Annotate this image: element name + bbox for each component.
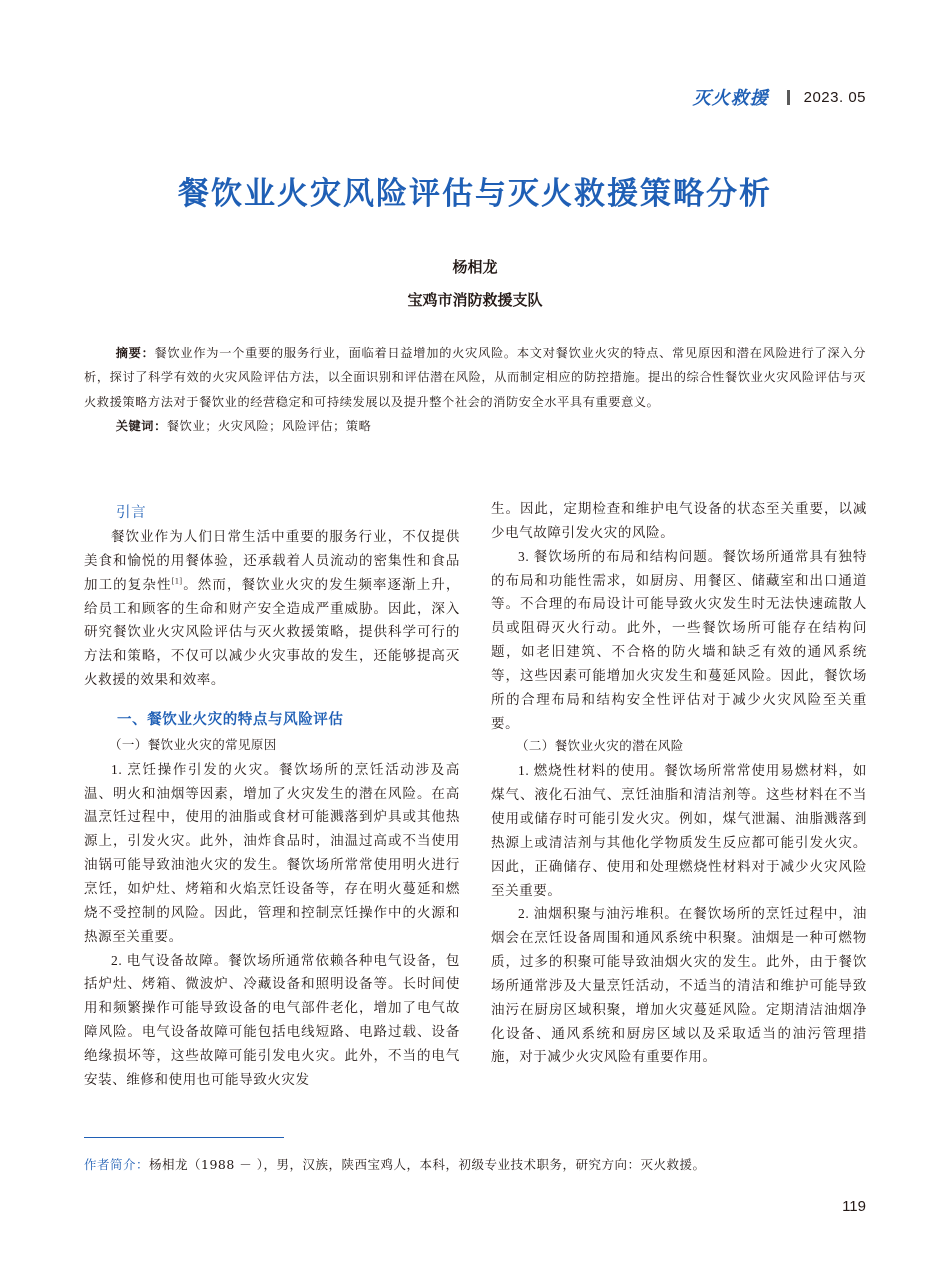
footnote-rule [84,1137,284,1138]
footnote-text: 杨相龙（1988 － ），男，汉族，陕西宝鸡人，本科，初级专业技术职务，研究方向：灭火救援。 [149,1157,706,1172]
author-affiliation: 宝鸡市消防救援支队 [407,291,543,309]
citation-ref: [1] [171,576,183,586]
abstract-text: 餐饮业作为一个重要的服务行业，面临着日益增加的火灾风险。本文对餐饮业火灾的特点、常见原因和潜在风险进行了深入分析，探讨了科学有效的火灾风险评估方法，以全面识别和评估潜在风险，从而制定相应的防控措施。提出的综合性餐饮业火灾风险评估与灭火救援策略方法对于餐饮业的经营稳定和可持续发展以及提升整个社会的消防安全水平具有重要意义。 [84,346,866,409]
keywords-text: 餐饮业；火灾风险；风险评估；策略 [166,418,372,433]
running-header [693,84,866,110]
page-number: 119 [842,1198,866,1215]
paragraph-flammable: 1. 燃烧性材料的使用。餐饮场所常常使用易燃材料，如煤气、液化石油气、烹饪油脂和清洁剂等。这些材料在不当使用或储存时可能引发火灾。例如，煤气泄漏、油脂溅落到热源上或清洁剂与其他化学物质发生反应都可能引发火灾。因此，正确储存、使用和处理燃烧性材料对于减少火灾风险至关重要。 [491,763,867,898]
subsection-2-heading: （二）餐饮业火灾的潜在风险 [516,739,684,754]
abstract-block [84,341,866,438]
paragraph-layout: 3. 餐饮场所的布局和结构问题。餐饮场所通常具有独特的布局和功能性需求，如厨房、用餐区、储藏室和出口通道等。不合理的布局设计可能导致火灾发生时无法快速疏散人员或阻碍灭火行动。此外，一些餐饮场所可能存在结构问题，如老旧建筑、不合格的防火墙和缺乏有效的通风系统等，这些因素可能增加火灾发生和蔓延风险。因此，餐饮场所的合理布局和结构安全性评估对于减少火灾风险至关重要。 [491,548,867,731]
subsection-1-heading: （一）餐饮业火灾的常见原因 [109,737,277,752]
paragraph-electric-continued: 生。因此，定期检查和维护电气设备的状态至关重要，以减少电气故障引发火灾的风险。 [491,501,867,540]
paragraph-cooking: 1. 烹饪操作引发的火灾。餐饮场所的烹饪活动涉及高温、明火和油烟等因素，增加了火灾发生的潜在风险。在高温烹饪过程中，使用的油脂或食材可能溅落到炉具或其他热源上，引发火灾。此外，油炸食品时，油温过高或不当使用油锅可能导致油池火灾的发生。餐饮场所常常使用明火进行烹饪，如炉灶、烤箱和火焰烹饪设备等，存在明火蔓延和燃烧不受控制的风险。因此，管理和控制烹饪操作中的火源和热源至关重要。 [84,761,460,944]
paragraph-grease: 2. 油烟积聚与油污堆积。在餐饮场所的烹饪过程中，油烟会在烹饪设备周围和通风系统中积聚。油烟是一种可燃物质，过多的积聚可能导致油烟火灾的发生。此外，由于餐饮场所通常涉及大量烹饪活动，不适当的清洁和维护可能导致油污在厨房区域积聚，增加火灾蔓延风险。定期清洁油烟净化设备、通风系统和厨房区域以及采取适当的油污管理措施，对于减少火灾风险有重要作用。 [491,906,867,1065]
article-title: 餐饮业火灾风险评估与灭火救援策略分析 [178,176,772,212]
keywords-label: 关键词： [115,418,167,433]
paragraph-electric: 2. 电气设备故障。餐饮场所通常依赖各种电气设备，包括炉灶、烤箱、微波炉、冷藏设备和照明设备等。长时间使用和频繁操作可能导致设备的电气部件老化，增加了电气故障风险。电气设备故障可能包括电线短路、电路过载、设备绝缘损坏等，这些故障可能引发电火灾。此外，不当的电气安装、维修和使用也可能导致火灾发 [84,952,460,1087]
author-footnote [84,1155,884,1173]
keywords-paragraph [84,414,866,438]
abstract-paragraph [84,341,866,414]
journal-brand: 灭火救援 [692,88,769,109]
section-1-heading: 一、餐饮业火灾的特点与风险评估 [117,711,344,728]
intro-heading: 引言 [116,505,147,521]
left-column [84,501,460,1092]
right-column [491,497,867,1069]
header-separator [787,90,790,105]
footnote-label: 作者简介： [84,1157,150,1172]
abstract-label: 摘要： [115,346,155,360]
author-name: 杨相龙 [452,258,498,276]
intro-paragraph [84,525,460,692]
intro-text-a: 餐饮业作为人们日常生活中重要的服务行业，不仅提供美食和愉悦的用餐体验，还承载着人员流动的密集性和食品加工的复杂性 [84,529,460,592]
issue-date: 2023. 05 [803,88,866,106]
intro-text-b: 。然而，餐饮业火灾的发生频率逐渐上升，给员工和顾客的生命和财产安全造成严重威胁。因此，深入研究餐饮业火灾风险评估与灭火救援策略，提供科学可行的方法和策略，不仅可以减少火灾事故的发生，还能够提高灭火救援的效果和效率。 [84,576,460,688]
